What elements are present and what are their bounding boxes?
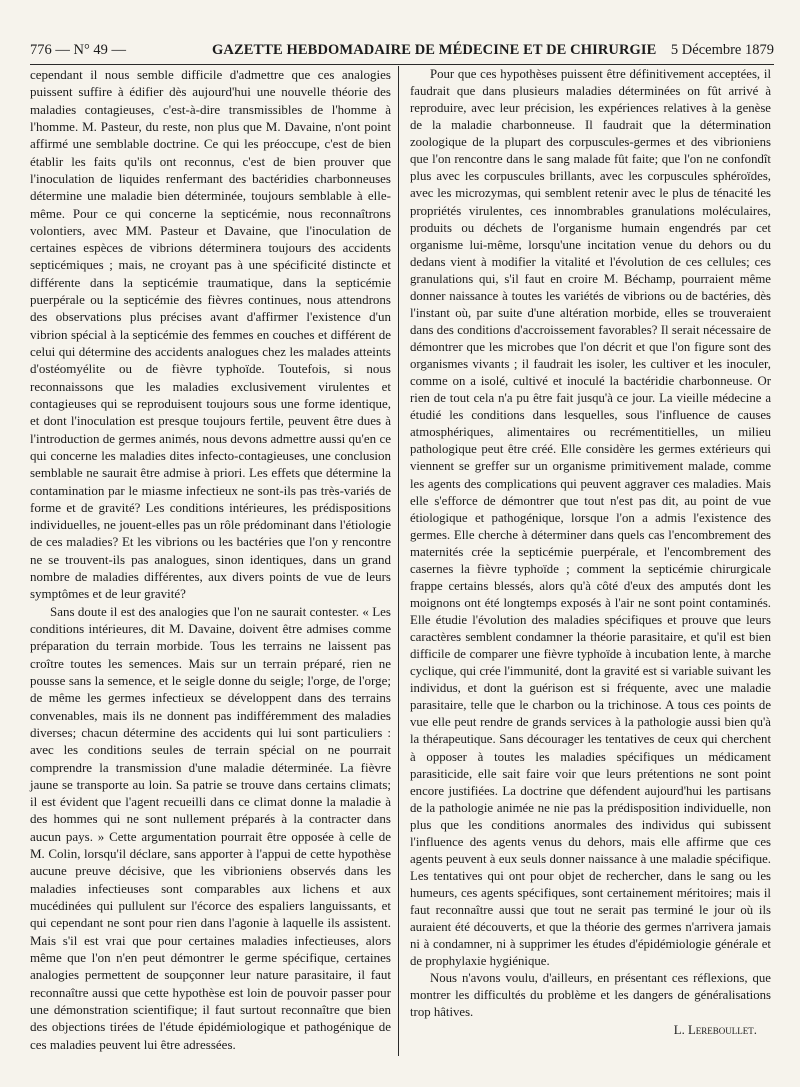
page-number-and-issue bbox=[30, 40, 126, 60]
right-column bbox=[410, 66, 771, 1039]
left-column bbox=[30, 66, 391, 1053]
author-signature: L. Lereboullet. bbox=[673, 1022, 757, 1037]
page-header bbox=[30, 40, 774, 60]
column-divider bbox=[398, 66, 399, 1056]
journal-title: GAZETTE HEBDOMADAIRE DE MÉDECINE ET DE CHIRURGIE bbox=[212, 42, 657, 58]
closing-paragraph bbox=[410, 970, 771, 1021]
issue-number: — N° 49 — bbox=[55, 42, 127, 58]
signature-line bbox=[410, 1022, 771, 1039]
body-paragraph: cependant il nous semble difficile d'admettre que ces analogies puissent suffire à édifier dès aujourd'hui une nouvelle théorie des maladies contagieuses, c'est-à-dire transmissibles de l'homme à l'homme. M. Pasteur, du reste, non plus que M. Davaine, n'ont point affirmé une semblable doctrine. Ce qui les préoccupe, c'est de bien établir les faits qu'ils ont reconnus, c'est de bien prouver que l'inoculation de liquides renfermant des bactéridies charbonneuses détermine une maladie bien déterminée, toujours semblable à elle-même. Pour ce qui concerne la septicémie, nous reconnaîtrons volontiers, avec MM. Pasteur et Davaine, que l'inoculation de certaines espèces de vibrions déterminera toujours des accidents septicémiques ; mais, ne croyant pas à une spécificité distincte et différente dans la septicémie traumatique, dans la septicémie puerpérale ou la septicémie des fièvres continues, nous attendrons des observations plus précises avant d'affirmer l'existence d'un vibrion spécial à la septicémie des femmes en couches et différent de celui qui détermine des accidents analogues chez les malades atteints d'ostéomyélite ou de fièvre typhoïde. Toutefois, si nous reconnaissons que les maladies exclusivement virulentes et contagieuses qui se reproduisent toujours sous une forme identique, et dont l'inoculation est presque toujours fertile, peuvent être dues à l'introduction de germes animés, nous devons admettre aussi qu'en ce qui concerne les maladies dites infecto-contagieuses, une conclusion semblable ne saurait être admise à priori. Les effets que détermine la contamination par le miasme infectieux ne sont-ils pas très-variés de forme et de gravité? Les conditions intérieures, les prédispositions individuelles, ne jouent-elles pas un rôle prédominant dans l'étiologie de ces maladies? Et les vibrions ou les bactéries que l'on y rencontre ne se trouvent-ils pas analogues, sinon identiques, dans un grand nombre de maladies différentes, aux divers points de vue de leurs symptômes et de leur gravité? bbox=[30, 67, 391, 602]
page-number: 776 bbox=[30, 42, 52, 58]
closing-text: Nous n'avons voulu, d'ailleurs, en présentant ces réflexions, que montrer les difficultés du problème et les dangers de généralisations trop hâtives. bbox=[410, 971, 771, 1020]
issue-date: 5 Décembre 1879 bbox=[670, 42, 774, 58]
body-paragraph: Pour que ces hypothèses puissent être définitivement acceptées, il faudrait que dans plusieurs maladies déterminées on fût arrivé à reproduire, avec leur précision, les expériences relatives à la genèse de la maladie charbonneuse. Il faudrait que la détermination zoologique de la plupart des corpuscules-germes et des vibrioniens que l'on rencontre dans le sang malade fût faite; que l'on ne confondît plus avec les corpuscules brillants, avec les corpuscules sphéroïdes, avec les microzymas, qui semblent retenir avec le plus de ténacité les propriétés virulentes, ces innombrables granulations moléculaires, produits ou déchets de l'organisme humain engendrés par cet organisme lui-même, lorsqu'une incitation venue du dehors ou du dedans vient à modifier la vitalité et l'évolution de ces cellules; ces granulations qui, s'il faut en croire M. Béchamp, pourraient même donner naissance à toutes les variétés de vibrions ou de bactéries, dès l'instant où, par suite d'une altération morbide, elles se trouveraient dans des conditions d'accroissement favorables? Il serait nécessaire de démontrer que les microbes que l'on décrit et que l'on figure sont des organismes vivants ; il faudrait les isoler, les cultiver et les inoculer, comme on a isolé, cultivé et inoculé la bactéridie charbonneuse. Or rien de tout cela n'a pu être fait jusqu'à ce jour. La vieille médecine a étudié les conditions dans lesquelles, sous l'influence de causes atmosphériques, alimentaires ou recrémentitielles, un milieu pathologique peut être créé. Elle considère les germes extérieurs qui viennent se greffer sur un organisme primitivement malade, comme les agents des complications qui peuvent aggraver ces maladies. Mais elle s'efforce de démontrer que tout n'est pas dit, au point de vue étiologique et pathogénique, lorsque l'on a admis l'existence des germes. Elle cherche à déterminer dans quels cas l'encombrement des maternités crée la septicémie puerpérale, et l'encombrement des casernes la fièvre typhoïde ; comment la septicémie chirurgicale frappe certains blessés, alors qu'à côté d'eux des amputés dont les moignons ont été longtemps exposés à l'air ne sont point contaminés. Elle étudie l'évolution des maladies spécifiques et prouve que leurs caractères semblent condamner la théorie parasitaire, et qu'il est bien difficile de comparer une fièvre typhoïde à incubation lente, à marche cyclique, qui crée l'immunité, dont la gravité est si variable suivant les individus, et dont la guérison est si fréquente, avec une maladie parasitaire, telle que le charbon ou la trichinose. A tous ces points de vue elle peut rendre de grands services à la pathologie aussi bien qu'à la thérapeutique. Sans décourager les tentatives de ceux qui cherchent à opposer à toutes les maladies spécifiques un médicament parasiticide, elle sait faire voir que leurs prétentions ne sont point encore justifiées. La doctrine que défendent aujourd'hui les partisans de la pathologie animée ne nie pas la prédisposition individuelle, non plus que les conditions anormales des individus qui subissent l'influence des agents venus du dehors, mais elle affirme que ces agents peuvent à eux seuls donner naissance à une maladie spécifique. Les tentatives qui ont pour objet de rechercher, dans le sang ou les humeurs, ces agents spécifiques, sont certainement méritoires; mais il faut reconnaître aussi que tout ne serait pas terminé le jour où ils auraient été découverts, et que la théorie des germes n'arrivera jamais ni à condamner, ni à supprimer les études d'épidémiologie générale et de prophylaxie hygiénique. bbox=[410, 67, 771, 969]
header-rule bbox=[30, 64, 774, 65]
body-paragraph: Sans doute il est des analogies que l'on ne saurait contester. « Les conditions intérieures, dit M. Davaine, doivent être admises comme préparation du terrain morbide. Tous les terrains ne laissent pas croître toutes les semences. Mais sur un terrain préparé, rien ne pousse sans la semence, et le seigle donne du seigle; l'orge, de l'orge; de même les germes infectieux se développent dans des terrains convenables, mais ils ne donnent pas indifféremment des maladies diverses; chacun détermine des accidents qui lui sont particuliers : avec les conditions seules de terrain spécial on ne pourrait comprendre la transmission d'une maladie déterminée. La fièvre jaune se transporte au loin. Sa patrie se trouve dans certains climats; il est évident que l'agent recueilli dans ce climat donne la maladie à des hommes qui ne sont nullement préparés à la contracter dans aucun pays. » Cette argumentation pourrait être opposée à celle de M. Colin, lorsqu'il déclare, sans apporter à l'appui de cette hypothèse aucune preuve décisive, que les vibrioniens observés dans les maladies infectieuses sont comparables aux lichens et aux mucédinées qui pullulent sur l'écorce des espaliers languissants, et qui cependant ne sont pour rien dans l'agonie à laquelle ils assistent. Mais s'il est vrai que pour certaines maladies infectieuses, alors même que l'on n'en peut démontrer le germe spécifique, certaines analogies permettent de soupçonner leur nature parasitaire, il faut reconnaître aussi que cette hypothèse est loin de pouvoir passer pour une démonstration scientifique; il faut surtout reconnaître que bien des objections tirées de l'étude épidémiologique et pathogénique de ces maladies peuvent lui être adressées. bbox=[30, 603, 391, 1052]
